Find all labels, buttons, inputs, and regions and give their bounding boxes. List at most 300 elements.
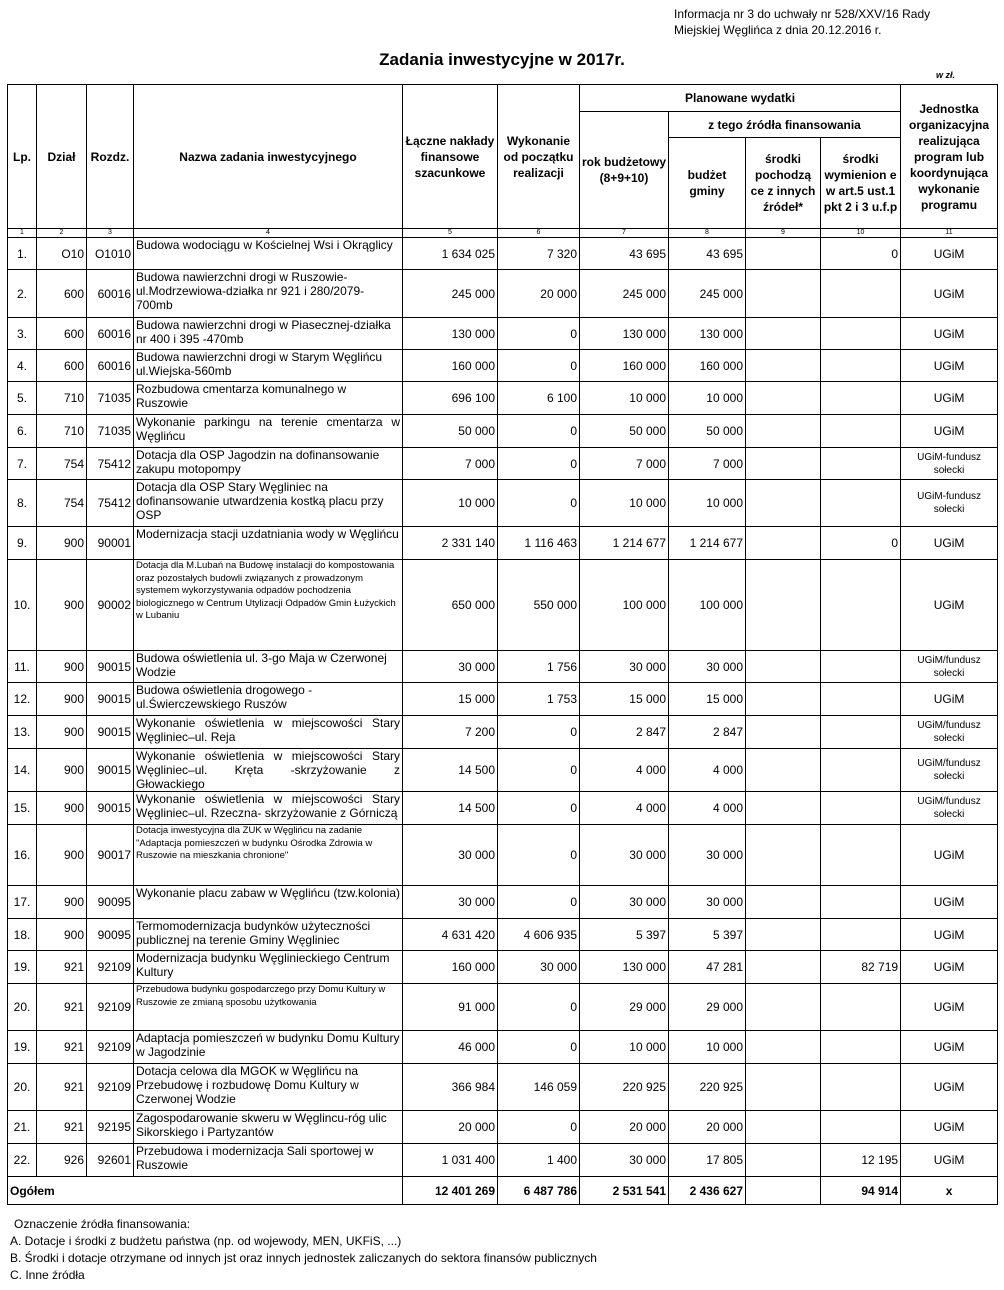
laczne-value: 7 200: [403, 716, 498, 749]
budzet-value: 47 281: [669, 951, 746, 984]
rozdz-cell: 90095: [87, 919, 134, 951]
laczne-value: 30 000: [403, 825, 498, 886]
rozdz-cell: 90015: [87, 683, 134, 716]
laczne-value: 14 500: [403, 749, 498, 792]
laczne-value: 20 000: [403, 1111, 498, 1144]
inne-value: [746, 238, 821, 270]
dzial-cell: 900: [37, 886, 87, 919]
laczne-value: 1 634 025: [403, 238, 498, 270]
rok-value: 130 000: [580, 318, 669, 350]
jednostka-cell: UGiM: [901, 238, 998, 270]
rozdz-cell: O1010: [87, 238, 134, 270]
dzial-cell: 926: [37, 1144, 87, 1177]
lp-cell: 20.: [8, 1064, 37, 1111]
table-row: [8, 1144, 998, 1177]
task-name: Budowa nawierzchni drogi w Ruszowie-ul.Modrzewiowa-działka nr 921 i 280/2079-700mb: [134, 270, 403, 318]
wykonanie-value: 0: [498, 480, 580, 527]
inne-value: [746, 1064, 821, 1111]
table-row: [8, 683, 998, 716]
rozdz-cell: 90095: [87, 886, 134, 919]
task-name: Budowa wodociągu w Kościelnej Wsi i Okrąglicy: [134, 238, 403, 270]
jednostka-cell: UGiM/fundusz sołecki: [901, 716, 998, 749]
rok-value: 130 000: [580, 951, 669, 984]
table-row: [8, 792, 998, 825]
lp-cell: 17.: [8, 886, 37, 919]
rok-value: 43 695: [580, 238, 669, 270]
rozdz-cell: 75412: [87, 480, 134, 527]
budzet-value: 100 000: [669, 560, 746, 651]
header-jednostka: Jednostka organizacyjna realizująca program lub koordynująca wykonanie programu: [901, 85, 998, 229]
art5-value: [821, 792, 901, 825]
rozdz-cell: 71035: [87, 382, 134, 415]
lp-cell: 7.: [8, 448, 37, 480]
wykonanie-value: 30 000: [498, 951, 580, 984]
rozdz-cell: 60016: [87, 350, 134, 382]
table-row: [8, 951, 998, 984]
task-name: Wykonanie placu zabaw w Węglińcu (tzw.kolonia): [134, 886, 403, 919]
inne-value: [746, 825, 821, 886]
wykonanie-value: 146 059: [498, 1064, 580, 1111]
rozdz-cell: 92109: [87, 1031, 134, 1064]
rozdz-cell: 90015: [87, 651, 134, 683]
jednostka-cell: UGiM: [901, 1111, 998, 1144]
lp-cell: 4.: [8, 350, 37, 382]
inne-value: [746, 1031, 821, 1064]
budzet-value: 30 000: [669, 886, 746, 919]
dzial-cell: 900: [37, 560, 87, 651]
art5-value: [821, 683, 901, 716]
lp-cell: 19.: [8, 951, 37, 984]
lp-cell: 9.: [8, 527, 37, 560]
column-number: 1: [8, 229, 37, 238]
lp-cell: 11.: [8, 651, 37, 683]
budzet-value: 7 000: [669, 448, 746, 480]
total-rok: 2 531 541: [580, 1177, 669, 1205]
jednostka-cell: UGiM/fundusz sołecki: [901, 651, 998, 683]
column-number: 7: [580, 229, 669, 238]
jednostka-cell: UGiM/fundusz sołecki: [901, 749, 998, 792]
laczne-value: 160 000: [403, 350, 498, 382]
jednostka-cell: UGiM: [901, 527, 998, 560]
table-row: [8, 415, 998, 448]
wykonanie-value: 0: [498, 415, 580, 448]
rok-value: 10 000: [580, 480, 669, 527]
art5-value: 12 195: [821, 1144, 901, 1177]
rok-value: 15 000: [580, 683, 669, 716]
lp-cell: 14.: [8, 749, 37, 792]
wykonanie-value: 0: [498, 1111, 580, 1144]
rozdz-cell: 92195: [87, 1111, 134, 1144]
rok-value: 30 000: [580, 825, 669, 886]
dzial-cell: 921: [37, 1064, 87, 1111]
lp-cell: 12.: [8, 683, 37, 716]
wykonanie-value: 7 320: [498, 238, 580, 270]
art5-value: [821, 749, 901, 792]
wykonanie-value: 4 606 935: [498, 919, 580, 951]
task-name: Budowa nawierzchni drogi w Piasecznej-działka nr 400 i 395 -470mb: [134, 318, 403, 350]
laczne-value: 245 000: [403, 270, 498, 318]
inne-value: [746, 716, 821, 749]
wykonanie-value: 0: [498, 318, 580, 350]
table-row: [8, 318, 998, 350]
wykonanie-value: 1 400: [498, 1144, 580, 1177]
jednostka-cell: UGiM: [901, 683, 998, 716]
header-wykonanie: Wykonanie od początku realizacji: [498, 85, 580, 229]
budzet-value: 30 000: [669, 825, 746, 886]
laczne-value: 50 000: [403, 415, 498, 448]
inne-value: [746, 560, 821, 651]
dzial-cell: 900: [37, 716, 87, 749]
laczne-value: 696 100: [403, 382, 498, 415]
rok-value: 30 000: [580, 886, 669, 919]
lp-cell: 3.: [8, 318, 37, 350]
wykonanie-value: 0: [498, 448, 580, 480]
column-number: 4: [134, 229, 403, 238]
inne-value: [746, 1111, 821, 1144]
table-row: [8, 825, 998, 886]
rozdz-cell: 60016: [87, 270, 134, 318]
rok-value: 10 000: [580, 1031, 669, 1064]
jednostka-cell: UGiM: [901, 919, 998, 951]
header-rozdz: Rozdz.: [87, 85, 134, 229]
budzet-value: 245 000: [669, 270, 746, 318]
note-heading: Oznaczenie źródła finansowania:: [14, 1217, 191, 1231]
art5-value: [821, 716, 901, 749]
budzet-value: 4 000: [669, 792, 746, 825]
wykonanie-value: 1 753: [498, 683, 580, 716]
art5-value: [821, 318, 901, 350]
rozdz-cell: 90017: [87, 825, 134, 886]
inne-value: [746, 448, 821, 480]
task-name: Wykonanie oświetlenia w miejscowości Stary Węgliniec–ul. Kręta -skrzyżowanie z Głowackiego: [134, 749, 403, 792]
header-dzial: Dział: [37, 85, 87, 229]
rok-value: 30 000: [580, 1144, 669, 1177]
rozdz-cell: 92109: [87, 984, 134, 1031]
table-row: [8, 270, 998, 318]
laczne-value: 14 500: [403, 792, 498, 825]
task-name: Modernizacja budynku Węglinieckiego Centrum Kultury: [134, 951, 403, 984]
document-info: [674, 6, 930, 38]
rozdz-cell: 71035: [87, 415, 134, 448]
total-row: [8, 1177, 998, 1205]
art5-value: [821, 886, 901, 919]
budzet-value: 130 000: [669, 318, 746, 350]
laczne-value: 15 000: [403, 683, 498, 716]
budzet-value: 30 000: [669, 651, 746, 683]
laczne-value: 130 000: [403, 318, 498, 350]
lp-cell: 21.: [8, 1111, 37, 1144]
header-budzet-gminy: budżet gminy: [669, 138, 746, 229]
rozdz-cell: 90015: [87, 716, 134, 749]
table-row: [8, 480, 998, 527]
table-row: [8, 527, 998, 560]
note-a: A. Dotacje i środki z budżetu państwa (np. od wojewody, MEN, UKFiS, ...): [10, 1234, 402, 1248]
lp-cell: 16.: [8, 825, 37, 886]
wykonanie-value: 550 000: [498, 560, 580, 651]
task-name: Dotacja dla OSP Stary Węgliniec na dofinansowanie utwardzenia kostką placu przy OSP: [134, 480, 403, 527]
wykonanie-value: 0: [498, 350, 580, 382]
column-numbers-row: [8, 229, 998, 238]
art5-value: [821, 382, 901, 415]
rok-value: 245 000: [580, 270, 669, 318]
inne-value: [746, 886, 821, 919]
wykonanie-value: 0: [498, 792, 580, 825]
task-name: Przebudowa i modernizacja Sali sportowej w Ruszowie: [134, 1144, 403, 1177]
inne-value: [746, 749, 821, 792]
rok-value: 50 000: [580, 415, 669, 448]
inne-value: [746, 1144, 821, 1177]
art5-value: [821, 480, 901, 527]
column-number: 8: [669, 229, 746, 238]
budzet-value: 10 000: [669, 382, 746, 415]
rozdz-cell: 75412: [87, 448, 134, 480]
column-number: 10: [821, 229, 901, 238]
dzial-cell: 921: [37, 984, 87, 1031]
dzial-cell: 921: [37, 951, 87, 984]
rozdz-cell: 60016: [87, 318, 134, 350]
dzial-cell: 900: [37, 825, 87, 886]
dzial-cell: 600: [37, 350, 87, 382]
budzet-value: 1 214 677: [669, 527, 746, 560]
jednostka-cell: UGiM/fundusz sołecki: [901, 792, 998, 825]
art5-value: [821, 560, 901, 651]
rok-value: 7 000: [580, 448, 669, 480]
rozdz-cell: 90015: [87, 792, 134, 825]
header-lp: Lp.: [8, 85, 37, 229]
note-c: C. Inne źródła: [10, 1268, 85, 1282]
table-row: [8, 984, 998, 1031]
art5-value: [821, 415, 901, 448]
task-name: Budowa oświetlenia ul. 3-go Maja w Czerwonej Wodzie: [134, 651, 403, 683]
budzet-value: 5 397: [669, 919, 746, 951]
laczne-value: 30 000: [403, 886, 498, 919]
art5-value: [821, 1064, 901, 1111]
total-laczne: 12 401 269: [403, 1177, 498, 1205]
laczne-value: 650 000: [403, 560, 498, 651]
investment-table: [7, 84, 998, 1205]
wykonanie-value: 1 756: [498, 651, 580, 683]
header-srodki-inne: środki pochodzą ce z innych źródeł*: [746, 138, 821, 229]
art5-value: 0: [821, 238, 901, 270]
rozdz-cell: 92601: [87, 1144, 134, 1177]
wykonanie-value: 1 116 463: [498, 527, 580, 560]
inne-value: [746, 683, 821, 716]
inne-value: [746, 792, 821, 825]
lp-cell: 8.: [8, 480, 37, 527]
lp-cell: 1.: [8, 238, 37, 270]
dzial-cell: O10: [37, 238, 87, 270]
art5-value: [821, 350, 901, 382]
task-name: Wykonanie oświetlenia w miejscowości Stary Węgliniec–ul. Reja: [134, 716, 403, 749]
art5-value: 0: [821, 527, 901, 560]
art5-value: [821, 651, 901, 683]
rozdz-cell: 90015: [87, 749, 134, 792]
rok-value: 10 000: [580, 382, 669, 415]
dzial-cell: 900: [37, 792, 87, 825]
table-row: [8, 651, 998, 683]
table-row: [8, 238, 998, 270]
table-row: [8, 1064, 998, 1111]
laczne-value: 91 000: [403, 984, 498, 1031]
budzet-value: 10 000: [669, 1031, 746, 1064]
page-title: Zadania inwestycyjne w 2017r.: [379, 50, 625, 69]
rok-value: 100 000: [580, 560, 669, 651]
laczne-value: 366 984: [403, 1064, 498, 1111]
budzet-value: 4 000: [669, 749, 746, 792]
jednostka-cell: UGiM: [901, 415, 998, 448]
lp-cell: 6.: [8, 415, 37, 448]
art5-value: [821, 1111, 901, 1144]
info-line-2: Miejskiej Węglińca z dnia 20.12.2016 r.: [674, 23, 882, 37]
wykonanie-value: 0: [498, 1031, 580, 1064]
rok-value: 1 214 677: [580, 527, 669, 560]
jednostka-cell: UGiM: [901, 886, 998, 919]
wykonanie-value: 0: [498, 984, 580, 1031]
rozdz-cell: 92109: [87, 1064, 134, 1111]
budzet-value: 29 000: [669, 984, 746, 1031]
dzial-cell: 900: [37, 527, 87, 560]
task-name: Modernizacja stacji uzdatniania wody w Węglińcu: [134, 527, 403, 560]
task-name: Dotacja dla OSP Jagodzin na dofinansowanie zakupu motopompy: [134, 448, 403, 480]
task-name: Dotacja celowa dla MGOK w Węglińcu na Przebudowę i rozbudowę Domu Kultury w Czerwonej Wodzie: [134, 1064, 403, 1111]
wykonanie-value: 0: [498, 886, 580, 919]
art5-value: [821, 1031, 901, 1064]
column-number: 11: [901, 229, 998, 238]
info-line-1: Informacja nr 3 do uchwały nr 528/XXV/16 Rady: [674, 7, 931, 21]
laczne-value: 7 000: [403, 448, 498, 480]
rozdz-cell: 90002: [87, 560, 134, 651]
inne-value: [746, 651, 821, 683]
table-row: [8, 382, 998, 415]
rok-value: 20 000: [580, 1111, 669, 1144]
inne-value: [746, 270, 821, 318]
column-number: 2: [37, 229, 87, 238]
dzial-cell: 900: [37, 683, 87, 716]
rozdz-cell: 90001: [87, 527, 134, 560]
column-number: 9: [746, 229, 821, 238]
wykonanie-value: 0: [498, 749, 580, 792]
table-row: [8, 749, 998, 792]
column-number: 5: [403, 229, 498, 238]
column-number: 3: [87, 229, 134, 238]
jednostka-cell: UGiM: [901, 951, 998, 984]
rok-value: 30 000: [580, 651, 669, 683]
laczne-value: 160 000: [403, 951, 498, 984]
total-art5: 94 914: [821, 1177, 901, 1205]
inne-value: [746, 527, 821, 560]
dzial-cell: 921: [37, 1031, 87, 1064]
column-number: 6: [498, 229, 580, 238]
budzet-value: 2 847: [669, 716, 746, 749]
art5-value: 82 719: [821, 951, 901, 984]
jednostka-cell: UGiM: [901, 984, 998, 1031]
jednostka-cell: UGiM-fundusz sołecki: [901, 480, 998, 527]
lp-cell: 5.: [8, 382, 37, 415]
table-row: [8, 350, 998, 382]
inne-value: [746, 350, 821, 382]
lp-cell: 2.: [8, 270, 37, 318]
lp-cell: 19.: [8, 1031, 37, 1064]
wykonanie-value: 20 000: [498, 270, 580, 318]
task-name: Adaptacja pomieszczeń w budynku Domu Kultury w Jagodzinie: [134, 1031, 403, 1064]
inne-value: [746, 919, 821, 951]
wykonanie-value: 0: [498, 825, 580, 886]
laczne-value: 46 000: [403, 1031, 498, 1064]
total-budzet: 2 436 627: [669, 1177, 746, 1205]
jednostka-cell: UGiM-fundusz sołecki: [901, 448, 998, 480]
laczne-value: 4 631 420: [403, 919, 498, 951]
budzet-value: 15 000: [669, 683, 746, 716]
table-row: [8, 1031, 998, 1064]
rok-value: 5 397: [580, 919, 669, 951]
laczne-value: 2 331 140: [403, 527, 498, 560]
rok-value: 29 000: [580, 984, 669, 1031]
header-srodki-art5: środki wymienion e w art.5 ust.1 pkt 2 i 3 u.f.p: [821, 138, 901, 229]
budzet-value: 20 000: [669, 1111, 746, 1144]
jednostka-cell: UGiM: [901, 1031, 998, 1064]
header-nazwa: Nazwa zadania inwestycyjnego: [134, 85, 403, 229]
total-jednostka: x: [901, 1177, 998, 1205]
wykonanie-value: 6 100: [498, 382, 580, 415]
financing-notes: [10, 1216, 597, 1284]
budzet-value: 220 925: [669, 1064, 746, 1111]
jednostka-cell: UGiM: [901, 350, 998, 382]
task-name: Termomodernizacja budynków użyteczności publicznej na terenie Gminy Węgliniec: [134, 919, 403, 951]
task-name: Dotacja dla M.Lubań na Budowę instalacji do kompostowania oraz pozostałych budowli związanych z prowadzonym systemem wykorzystywania odpadów pochodzenia biologicznego w Centrum Utylizacji Odpadów Gmin Łużyckich w Lubaniu: [134, 560, 403, 651]
rok-value: 4 000: [580, 749, 669, 792]
inne-value: [746, 415, 821, 448]
table-row: [8, 716, 998, 749]
header-planowane: Planowane wydatki: [580, 85, 901, 112]
rok-value: 2 847: [580, 716, 669, 749]
budzet-value: 17 805: [669, 1144, 746, 1177]
laczne-value: 1 031 400: [403, 1144, 498, 1177]
budzet-value: 10 000: [669, 480, 746, 527]
task-name: Wykonanie parkingu na terenie cmentarza w Węglińcu: [134, 415, 403, 448]
laczne-value: 10 000: [403, 480, 498, 527]
total-inne: [746, 1177, 821, 1205]
rok-value: 160 000: [580, 350, 669, 382]
note-b: B. Środki i dotacje otrzymane od innych jst oraz innych jednostek zaliczanych do sektora finansów publicznych: [10, 1251, 597, 1265]
lp-cell: 22.: [8, 1144, 37, 1177]
lp-cell: 18.: [8, 919, 37, 951]
inne-value: [746, 984, 821, 1031]
dzial-cell: 754: [37, 480, 87, 527]
jednostka-cell: UGiM: [901, 825, 998, 886]
budzet-value: 43 695: [669, 238, 746, 270]
dzial-cell: 710: [37, 415, 87, 448]
header-z-tego: z tego źródła finansowania: [669, 112, 901, 138]
lp-cell: 10.: [8, 560, 37, 651]
task-name: Przebudowa budynku gospodarczego przy Domu Kultury w Ruszowie ze zmianą sposobu użytkowania: [134, 984, 403, 1031]
lp-cell: 15.: [8, 792, 37, 825]
jednostka-cell: UGiM: [901, 1144, 998, 1177]
jednostka-cell: UGiM: [901, 560, 998, 651]
jednostka-cell: UGiM: [901, 318, 998, 350]
lp-cell: 13.: [8, 716, 37, 749]
art5-value: [821, 270, 901, 318]
table-row: [8, 886, 998, 919]
jednostka-cell: UGiM: [901, 1064, 998, 1111]
budzet-value: 160 000: [669, 350, 746, 382]
budzet-value: 50 000: [669, 415, 746, 448]
inne-value: [746, 382, 821, 415]
dzial-cell: 900: [37, 919, 87, 951]
rozdz-cell: 92109: [87, 951, 134, 984]
header-laczne: Łączne nakłady finansowe szacunkowe: [403, 85, 498, 229]
rok-value: 4 000: [580, 792, 669, 825]
art5-value: [821, 448, 901, 480]
